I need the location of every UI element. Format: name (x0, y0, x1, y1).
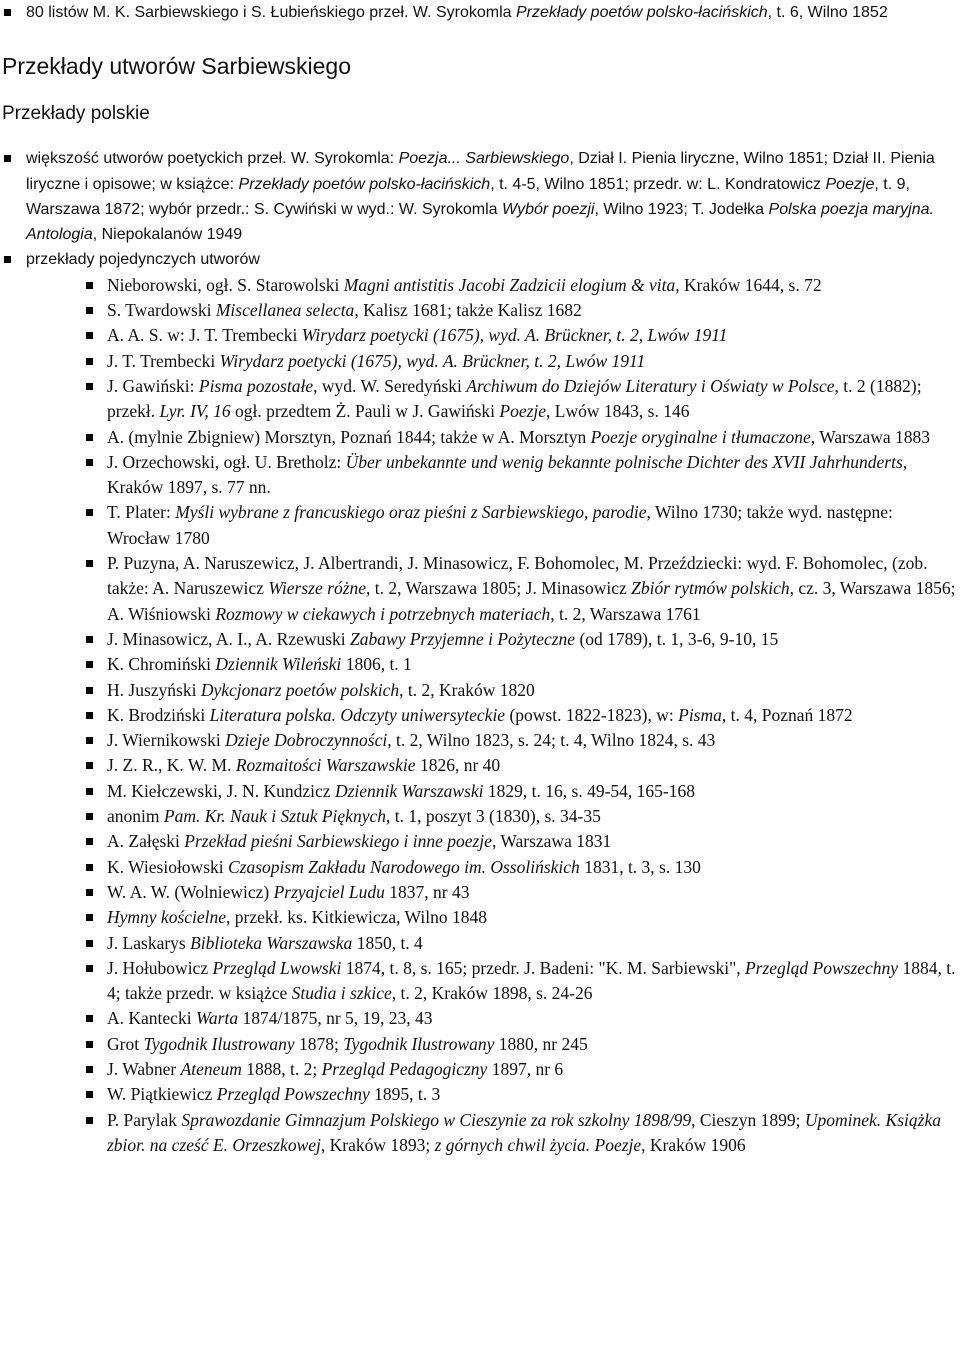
item-text (107, 654, 412, 674)
plain-text: P. Parylak (107, 1109, 182, 1130)
item-text (107, 1034, 588, 1054)
plain-text: S. Twardowski (107, 300, 216, 321)
plain-text: anonim (107, 806, 164, 827)
list-item-translation (0, 779, 960, 804)
plain-text: (powst. 1822-1823), w: (505, 704, 679, 725)
square-bullet-icon (86, 965, 93, 972)
plain-text: , t. 2, Kraków 1898, s. 24-26 (391, 983, 593, 1004)
list-item-translation (0, 425, 960, 450)
square-bullet-icon (86, 459, 93, 466)
item-text (107, 882, 470, 902)
list-item-translation (0, 728, 960, 753)
list-item-translation (0, 1032, 960, 1057)
italic-title-text: Über unbekannte und wenig bekannte polnische Dichter des XVII Jahrhunderts (345, 451, 903, 472)
square-bullet-icon (86, 737, 93, 744)
plain-text: W. Piątkiewicz (107, 1084, 217, 1105)
plain-text: J. Laskarys (107, 932, 191, 953)
plain-text: , t. 1, poszyt 3 (1830), s. 34-35 (385, 806, 601, 827)
plain-text: K. Brodziński (107, 704, 210, 725)
square-bullet-icon (86, 712, 93, 719)
plain-text: J. Orzechowski, ogł. U. Bretholz: (107, 451, 346, 472)
plain-text: 1837, nr 43 (384, 881, 470, 902)
italic-title-text: Rozmaitości Warszawskie (235, 755, 416, 776)
square-bullet-icon (86, 1091, 93, 1098)
italic-title-text: Polska poezja maryjna. Antologia (26, 200, 934, 244)
italic-title-text: Zbiór rytmów polskich (631, 578, 790, 599)
italic-title-text: Upominek. Książka zbior. na cześć E. Orzeszkowej (107, 1109, 941, 1155)
plain-text: K. Wiesiołowski (107, 856, 228, 877)
item-text (107, 958, 955, 1003)
list-item-translation-group (0, 146, 960, 247)
list-item-translation (0, 551, 960, 627)
italic-title-text: Rozmowy w ciekawych i potrzebnych materiach (215, 603, 551, 624)
italic-title-text: Warta (195, 1008, 239, 1029)
italic-title-text: Przegląd Lwowski (212, 957, 342, 978)
list-item-translation (0, 931, 960, 956)
item-text (107, 300, 582, 320)
square-bullet-icon (4, 256, 11, 263)
list-item-translation (0, 1006, 960, 1031)
plain-text: ogł. przedtem Ż. Pauli w J. Gawiński (230, 401, 500, 422)
italic-title-text: Tygodnik Ilustrowany (343, 1033, 495, 1054)
item-text (26, 150, 935, 243)
translations-list (0, 146, 960, 1158)
list-item-translation (0, 956, 960, 1007)
plain-text: 1884, t. 4; także przedr. w książce (107, 957, 956, 1004)
item-text (107, 781, 695, 801)
item-text (26, 4, 888, 21)
plain-text: J. Z. R., K. W. M. (107, 755, 236, 776)
item-text (107, 452, 907, 497)
list-item-translation (0, 1057, 960, 1082)
subsection-heading: Przekłady polskie (2, 103, 150, 125)
item-text (107, 553, 956, 624)
italic-title-text: z górnych chwil życia. Poezje (434, 1134, 642, 1155)
list-item-translation (0, 855, 960, 880)
square-bullet-icon (86, 813, 93, 820)
item-text (107, 755, 500, 775)
square-bullet-icon (86, 1015, 93, 1022)
italic-title-text: Pisma (678, 704, 722, 725)
square-bullet-icon (86, 889, 93, 896)
square-bullet-icon (86, 838, 93, 845)
plain-text: 1880, nr 245 (494, 1033, 588, 1054)
plain-text: , przekł. ks. Kitkiewicza, Wilno 1848 (226, 907, 487, 928)
italic-title-text: Wirydarz poetycki (1675), wyd. A. Brückner, t. 2, Lwów 1911 (301, 325, 728, 346)
plain-text: 1878; (294, 1033, 344, 1054)
plain-text: Grot (107, 1033, 144, 1054)
italic-title-text: Czasopism Zakładu Narodowego im. Ossolińskich (228, 856, 580, 877)
square-bullet-icon (86, 383, 93, 390)
square-bullet-icon (86, 307, 93, 314)
plain-text: H. Juszyński (107, 679, 201, 700)
italic-title-text: Biblioteka Warszawska (190, 932, 353, 953)
plain-text: , t. 6, Wilno 1852 (767, 4, 888, 21)
item-text (107, 705, 853, 725)
plain-text: 1888, t. 2; (241, 1058, 322, 1079)
plain-text: Nieborowski, ogł. S. Starowolski (107, 274, 344, 295)
list-item-translation (0, 804, 960, 829)
italic-title-text: Wiersze różne (268, 578, 367, 599)
plain-text: , Kraków 1906 (641, 1134, 746, 1155)
square-bullet-icon (86, 687, 93, 694)
italic-title-text: Magni antistitis Jacobi Zadzicii elogium & vita (343, 274, 676, 295)
italic-title-text: Poezje (825, 175, 875, 193)
italic-title-text: Hymny kościelne (107, 907, 227, 928)
plain-text: J. Gawiński: (107, 375, 199, 396)
list-item-translation (0, 374, 960, 425)
list-item-translation (0, 273, 960, 298)
plain-text: , Kraków 1644, s. 72 (675, 274, 822, 295)
square-bullet-icon (86, 434, 93, 441)
plain-text: 1829, t. 16, s. 49-54, 165-168 (483, 780, 695, 801)
plain-text: W. A. W. (Wolniewicz) (107, 881, 274, 902)
item-text (107, 427, 930, 447)
item-text (107, 325, 727, 345)
plain-text: J. Wiernikowski (107, 730, 226, 751)
plain-text: J. T. Trembecki (107, 350, 220, 371)
plain-text: 1895, t. 3 (369, 1084, 441, 1105)
square-bullet-icon (86, 560, 93, 567)
italic-title-text: Przekład pieśni Sarbiewskiego i inne poezje (184, 831, 492, 852)
plain-text: A. Kantecki (107, 1008, 196, 1029)
square-bullet-icon (86, 864, 93, 871)
plain-text: , cz. 3, Warszawa 1856; A. Wiśniowski (107, 578, 956, 624)
list-item-translation (0, 500, 960, 551)
plain-text: A. Załęski (107, 831, 185, 852)
plain-text: , Wilno 1923; T. Jodełka (594, 200, 769, 218)
plain-text: 80 listów M. K. Sarbiewskiego i S. Łubieńskiego przeł. W. Syrokomla (26, 4, 516, 21)
plain-text: , t. 2, Kraków 1820 (399, 679, 535, 700)
list-item-translation-group (0, 247, 960, 272)
square-bullet-icon (86, 282, 93, 289)
italic-title-text: Dykcjonarz poetów polskich (200, 679, 400, 700)
italic-title-text: Wybór poezji (502, 200, 595, 218)
italic-title-text: Przyajciel Ludu (273, 881, 385, 902)
plain-text: , t. 2, Warszawa 1761 (550, 603, 701, 624)
italic-title-text: Przekłady poetów polsko-łacińskich (515, 4, 768, 21)
italic-title-text: Poezja... Sarbiewskiego (398, 150, 570, 168)
plain-text: 1874, t. 8, s. 165; przedr. J. Badeni: "K. M. Sarbiewski", (341, 957, 745, 978)
square-bullet-icon (86, 636, 93, 643)
italic-title-text: Literatura polska. Odczyty uniwersyteckie (209, 704, 506, 725)
plain-text: 1831, t. 3, s. 130 (579, 856, 701, 877)
italic-title-text: Poezje (499, 401, 547, 422)
single-works-sublist (0, 273, 960, 1158)
item-text (107, 1059, 563, 1079)
item-text (107, 933, 423, 953)
italic-title-text: Przegląd Powszechny (216, 1084, 370, 1105)
plain-text: K. Chromiński (107, 654, 216, 675)
list-item-translation (0, 829, 960, 854)
square-bullet-icon (86, 358, 93, 365)
plain-text: (od 1789), t. 1, 3-6, 9-10, 15 (575, 628, 779, 649)
plain-text: 1850, t. 4 (352, 932, 423, 953)
plain-text: 1874/1875, nr 5, 19, 23, 43 (238, 1008, 433, 1029)
item-text (107, 275, 822, 295)
intro-list (0, 0, 960, 25)
plain-text: 1826, nr 40 (415, 755, 501, 776)
plain-text: , t. 2, Warszawa 1805; J. Minasowicz (366, 578, 632, 599)
square-bullet-icon (86, 661, 93, 668)
plain-text: , Kraków 1897, s. 77 nn. (107, 451, 908, 498)
item-text (107, 680, 535, 700)
item-text (107, 730, 715, 750)
plain-text: , t. 4-5, Wilno 1851; przedr. w: L. Kondratowicz (490, 175, 826, 193)
italic-title-text: Dzieje Dobroczynności (225, 730, 388, 751)
list-item-translation (0, 905, 960, 930)
italic-title-text: Wirydarz poetycki (1675), wyd. A. Brückner, t. 2, Lwów 1911 (219, 350, 646, 371)
italic-title-text: Dziennik Warszawski (334, 780, 484, 801)
italic-title-text: Pisma pozostałe (198, 375, 314, 396)
italic-title-text: Przegląd Pedagogiczny (321, 1058, 488, 1079)
plain-text: , t. 4, Poznań 1872 (721, 704, 853, 725)
plain-text: , t. 2, Wilno 1823, s. 24; t. 4, Wilno 1824, s. 43 (387, 730, 716, 751)
list-item-translation (0, 652, 960, 677)
plain-text: , Dział I. Pienia liryczne, Wilno 1851; Dział II. Pienia liryczne i opisowe; w książce: (26, 150, 935, 193)
list-item-translation (0, 1082, 960, 1107)
plain-text: 1897, nr 6 (487, 1058, 564, 1079)
plain-text: M. Kiełczewski, J. N. Kundzicz (107, 780, 335, 801)
list-item-translation (0, 703, 960, 728)
italic-title-text: Poezje oryginalne i tłumaczone (590, 426, 811, 447)
square-bullet-icon (4, 155, 11, 162)
plain-text: 1806, t. 1 (341, 654, 412, 675)
list-item-translation (0, 678, 960, 703)
plain-text: A. A. S. w: J. T. Trembecki (107, 325, 302, 346)
item-text (107, 806, 601, 826)
italic-title-text: Dziennik Wileński (215, 654, 342, 675)
plain-text: , wyd. W. Seredyński (313, 375, 467, 396)
list-item-translation (0, 298, 960, 323)
square-bullet-icon (86, 914, 93, 921)
list-item-translation (0, 753, 960, 778)
section-heading: Przekłady utworów Sarbiewskiego (2, 53, 351, 80)
item-text (107, 502, 893, 547)
italic-title-text: Tygodnik Ilustrowany (143, 1033, 295, 1054)
plain-text: P. Puzyna, A. Naruszewicz, J. Albertrandi, J. Minasowicz, F. Bohomolec, M. Przeździecki: wyd. F. Bohomolec, (zob. także: A. Naruszewicz (107, 553, 928, 599)
italic-title-text: Przegląd Powszechny (744, 957, 899, 978)
plain-text: , Cieszyn 1899; (691, 1109, 805, 1130)
square-bullet-icon (86, 940, 93, 947)
item-text (107, 831, 611, 851)
plain-text: , Wilno 1730; także wyd. następne: Wrocław 1780 (107, 502, 893, 548)
italic-title-text: Ateneum (180, 1058, 242, 1079)
square-bullet-icon (86, 762, 93, 769)
italic-title-text: Sprawozdanie Gimnazjum Polskiego w Cieszynie za rok szkolny 1898/99 (181, 1109, 692, 1130)
plain-text: większość utworów poetyckich przeł. W. Syrokomla: (26, 150, 399, 168)
plain-text: , Warszawa 1831 (491, 831, 612, 852)
list-item-translation (0, 627, 960, 652)
plain-text: przekłady pojedynczych utworów (26, 251, 260, 269)
list-item-translation (0, 880, 960, 905)
italic-title-text: Zabawy Przyjemne i Pożyteczne (350, 628, 576, 649)
item-text (107, 1110, 941, 1155)
item-text (107, 351, 645, 371)
plain-text: , t. 9, Warszawa 1872; wybór przedr.: S. Cywiński w wyd.: W. Syrokomla (26, 175, 910, 218)
italic-title-text: Studia i szkice (291, 983, 392, 1004)
item-text (107, 629, 778, 649)
plain-text: J. Hołubowicz (107, 957, 213, 978)
square-bullet-icon (86, 1041, 93, 1048)
italic-title-text: Pam. Kr. Nauk i Sztuk Pięknych (163, 806, 386, 827)
item-text (107, 376, 922, 421)
item-text (107, 907, 487, 927)
list-item-translation (0, 450, 960, 501)
list-item-translation (0, 1108, 960, 1159)
italic-title-text: Przekłady poetów polsko-łacińskich (238, 175, 491, 193)
plain-text: , Niepokalanów 1949 (92, 226, 243, 244)
item-text (107, 1084, 440, 1104)
italic-title-text: Miscellanea selecta (215, 300, 355, 321)
plain-text: , Kalisz 1681; także Kalisz 1682 (354, 300, 582, 321)
list-item-intro (0, 0, 960, 25)
item-text (107, 1008, 433, 1028)
item-text (26, 251, 260, 268)
square-bullet-icon (86, 1117, 93, 1124)
plain-text: , t. 2 (1882); przekł. (107, 375, 922, 422)
plain-text: J. Wabner (107, 1058, 181, 1079)
square-bullet-icon (86, 788, 93, 795)
list-item-translation (0, 323, 960, 348)
list-item-translation (0, 349, 960, 374)
italic-title-text: Myśli wybrane z francuskiego oraz pieśni z Sarbiewskiego, parodie (175, 502, 647, 523)
plain-text: , Lwów 1843, s. 146 (546, 401, 690, 422)
square-bullet-icon (4, 9, 11, 16)
square-bullet-icon (86, 332, 93, 339)
square-bullet-icon (86, 509, 93, 516)
item-text (107, 857, 701, 877)
italic-title-text: Archiwum do Dziejów Literatury i Oświaty w Polsce (466, 375, 835, 396)
italic-title-text: Lyr. IV, 16 (159, 401, 231, 422)
plain-text: , Warszawa 1883 (810, 426, 931, 447)
plain-text: J. Minasowicz, A. I., A. Rzewuski (107, 628, 351, 649)
plain-text: T. Plater: (107, 502, 176, 523)
plain-text: , Kraków 1893; (320, 1134, 435, 1155)
square-bullet-icon (86, 1066, 93, 1073)
plain-text: A. (mylnie Zbigniew) Morsztyn, Poznań 1844; także w A. Morsztyn (107, 426, 591, 447)
